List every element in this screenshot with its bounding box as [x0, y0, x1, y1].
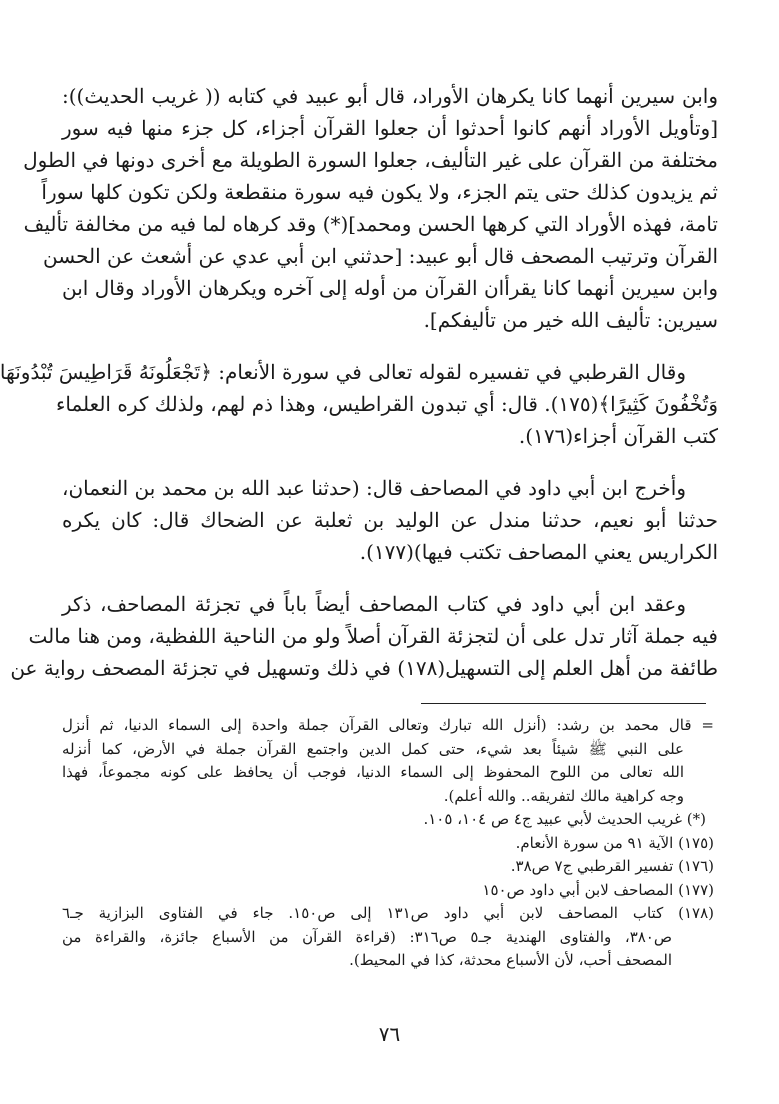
- paragraph-3: [62, 472, 718, 568]
- page-number: ٧٦: [378, 1022, 401, 1046]
- footnote-line: الله تعالى من اللوح المحفوظ إلى السماء الدنيا، فوجب أن يحافظ على كونه مجموعاً، فهذا: [62, 763, 684, 781]
- text-line: وقال القرطبي في تفسيره لقوله تعالى في سورة الأنعام: ﴿تَجْعَلُونَهُ قَرَاطِيسَ تُبْدُونَهَا: [0, 360, 686, 384]
- footnote-line: = قال محمد بن رشد: (أنزل الله تبارك وتعالى القرآن جملة واحدة إلى السماء الدنيا، ثم أنزل: [62, 716, 714, 734]
- footnote-line: على النبي ﷺ شيئاً بعد شيء، حتى كمل الدين واجتمع القرآن جملة في الأرض، كما أنزله: [62, 739, 684, 758]
- text-line: وأخرج ابن أبي داود في المصاحف قال: (حدثنا عبد الله بن محمد بن النعمان،: [62, 476, 686, 500]
- footnote-line: المصحف أحب، لأن الأسباع محدثة، كذا في المحيط).: [349, 951, 672, 969]
- text-line: فيه جملة آثار تدل على أن لتجزئة القرآن أصلاً ولو من الناحية اللفظية، ومن هنا مالت: [28, 624, 718, 648]
- footnote-line: (١٧٧) المصاحف لابن أبي داود ص١٥٠: [482, 880, 714, 899]
- text-line: وَتُخْفُونَ كَثِيرًا﴾(١٧٥). قال: أي تبدون القراطيس، وهذا ذم لهم، ولذلك كره العلماء: [56, 392, 718, 416]
- text-line: طائفة من أهل العلم إلى التسهيل(١٧٨) في ذلك وتسهيل في تجزئة المصحف رواية عن: [10, 656, 718, 680]
- footnote-separator: [421, 703, 706, 704]
- text-line: وابن سيرين أنهما كانا يقرأان القرآن من أوله إلى آخره ويكرهان الأوراد وقال ابن: [62, 276, 718, 300]
- text-line: وابن سيرين أنهما كانا يكرهان الأوراد، قال أبو عبيد في كتابه (( غريب الحديث)):: [62, 84, 718, 108]
- text-line: مختلفة من القرآن على غير التأليف، جعلوا السورة الطويلة مع أخرى دونها في الطول: [23, 148, 718, 172]
- footnote-line: ص٣٨٠، والفتاوى الهندية جـ٥ ص٣١٦: (قراءة القرآن من الأسباع جائزة، والقراءة من: [62, 927, 672, 946]
- paragraph-1: [23, 80, 718, 336]
- text-line: ثم يزيدون كذلك حتى يتم الجزء، ولا يكون فيه سورة منقطعة ولكن تكون كلها سوراً: [41, 180, 718, 204]
- footnote-line: (١٧٦) تفسير القرطبي ج٧ ص٣٨.: [510, 857, 714, 875]
- text-line: [وتأويل الأوراد أنهم كانوا أحدثوا أن جعلوا القرآن أجزاء، كل جزء منها فيه سور: [62, 116, 718, 140]
- footnote-line: (١٧٨) كتاب المصاحف لابن أبي داود ص١٣١ إلى ص١٥٠. جاء في الفتاوى البزازية جـ٦: [62, 904, 714, 922]
- paragraph-4: [10, 588, 718, 684]
- footnote-line: (*) غريب الحديث لأبي عبيد ج٤ ص ١٠٤، ١٠٥.: [423, 810, 706, 828]
- text-line: كتب القرآن أجزاء(١٧٦).: [518, 424, 718, 448]
- text-line: الكراريس يعني المصاحف تكتب فيها)(١٧٧).: [359, 540, 718, 564]
- footnotes: [62, 714, 714, 973]
- footnote-line: (١٧٥) الآية ٩١ من سورة الأنعام.: [515, 833, 714, 852]
- text-line: القرآن وترتيب المصحف قال أبو عبيد: [حدثني ابن أبي عدي عن أشعث عن الحسن: [43, 244, 718, 268]
- footnote-line: وجه كراهية مالك لتفريقه.. والله أعلم).: [443, 786, 684, 805]
- text-line: حدثنا أبو نعيم، حدثنا مندل عن الوليد بن ثعلبة عن الضحاك قال: كان يكره: [62, 508, 718, 532]
- main-text: [0, 80, 718, 704]
- text-line: وعقد ابن أبي داود في كتاب المصاحف أيضاً باباً في تجزئة المصاحف، ذكر: [62, 592, 686, 616]
- text-line: تامة، فهذه الأوراد التي كرهها الحسن ومحمد](*) وقد كرهاه لما فيه من مخالفة تأليف: [23, 212, 718, 236]
- paragraph-2: [0, 356, 718, 452]
- text-line: سيرين: تأليف الله خير من تأليفكم].: [423, 308, 718, 332]
